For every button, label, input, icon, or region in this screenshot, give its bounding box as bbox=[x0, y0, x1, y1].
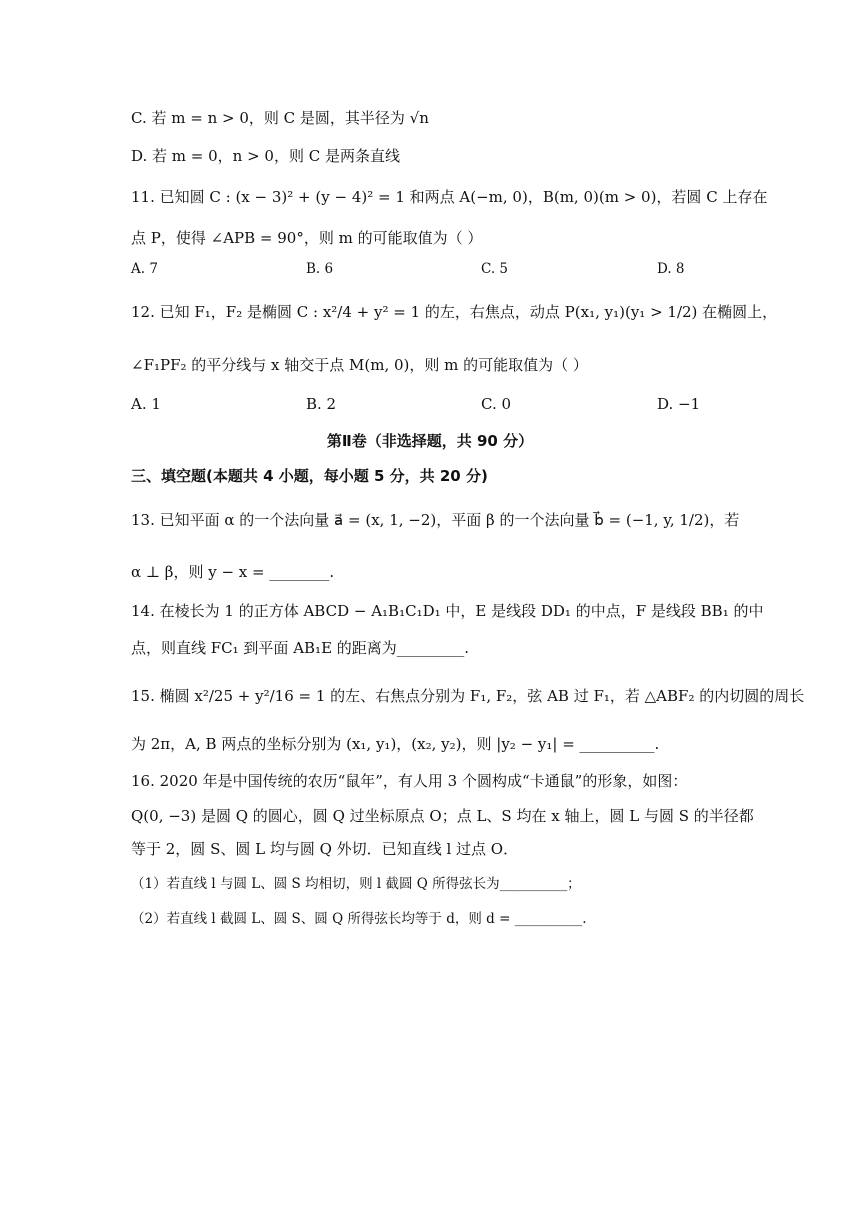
q16-line2: Q(0, −3) 是圆 Q 的圆心，圆 Q 过坐标原点 O；点 L、S 均在 x 轴上，圆 L 与圆 S 的半径都 bbox=[131, 807, 754, 825]
q15-line1: 15. 椭圆 x²/25 + y²/16 = 1 的左、右焦点分别为 F₁, F₂，弦 AB 过 F₁，若 △ABF₂ 的内切圆的周长 bbox=[131, 687, 805, 705]
q12-option-c: C. 0 bbox=[481, 395, 512, 413]
q11-stem-line1: 11. 已知圆 C : (x − 3)² + (y − 4)² = 1 和两点 A(−m, 0)，B(m, 0)(m > 0)，若圆 C 上存在 bbox=[131, 188, 768, 206]
q13-line1: 13. 已知平面 α 的一个法向量 a⃗ = (x, 1, −2)，平面 β 的一个法向量 b⃗ = (−1, y, 1/2)，若 bbox=[131, 511, 740, 529]
part2-title: 第Ⅱ卷（非选择题，共 90 分） bbox=[326, 432, 534, 450]
q10-option-d: D. 若 m = 0，n > 0，则 C 是两条直线 bbox=[131, 147, 400, 165]
q11-option-c: C. 5 bbox=[481, 261, 509, 277]
q15-line2: 为 2π，A, B 两点的坐标分别为 (x₁, y₁)，(x₂, y₂)，则 |y₂ − y₁| = __________. bbox=[131, 735, 660, 753]
q12-stem-line1: 12. 已知 F₁，F₂ 是椭圆 C : x²/4 + y² = 1 的左，右焦点，动点 P(x₁, y₁)(y₁ > 1/2) 在椭圆上， bbox=[131, 303, 778, 321]
q12-option-b: B. 2 bbox=[306, 395, 337, 413]
q10-option-c: C. 若 m = n > 0，则 C 是圆，其半径为 √n bbox=[131, 109, 429, 127]
q11-option-d: D. 8 bbox=[657, 261, 685, 277]
q11-option-a: A. 7 bbox=[131, 261, 158, 277]
q13-line2: α ⊥ β，则 y − x = ________. bbox=[131, 563, 335, 581]
q14-line1: 14. 在棱长为 1 的正方体 ABCD − A₁B₁C₁D₁ 中，E 是线段 DD₁ 的中点，F 是线段 BB₁ 的中 bbox=[131, 602, 764, 620]
q14-line2: 点，则直线 FC₁ 到平面 AB₁E 的距离为_________. bbox=[131, 639, 470, 657]
q11-option-b: B. 6 bbox=[306, 261, 334, 277]
section3-title: 三、填空题(本题共 4 小题，每小题 5 分，共 20 分) bbox=[131, 467, 488, 485]
q16-line3: 等于 2，圆 S、圆 L 均与圆 Q 外切．已知直线 l 过点 O． bbox=[131, 840, 519, 858]
q12-stem-line2: ∠F₁PF₂ 的平分线与 x 轴交于点 M(m, 0)，则 m 的可能取值为（ ） bbox=[131, 356, 588, 374]
q16-line1: 16. 2020 年是中国传统的农历“鼠年”，有人用 3 个圆构成“卡通鼠”的形象，如图： bbox=[131, 772, 688, 790]
q12-option-d: D. −1 bbox=[657, 395, 701, 413]
q16-part1: （1）若直线 l 与圆 L、圆 S 均相切，则 l 截圆 Q 所得弦长为__________； bbox=[131, 876, 581, 892]
q11-stem-line2: 点 P，使得 ∠APB = 90°，则 m 的可能取值为（ ） bbox=[131, 229, 483, 247]
q12-option-a: A. 1 bbox=[131, 395, 161, 413]
q16-part2: （2）若直线 l 截圆 L、圆 S、圆 Q 所得弦长均等于 d，则 d = __________. bbox=[131, 911, 587, 927]
